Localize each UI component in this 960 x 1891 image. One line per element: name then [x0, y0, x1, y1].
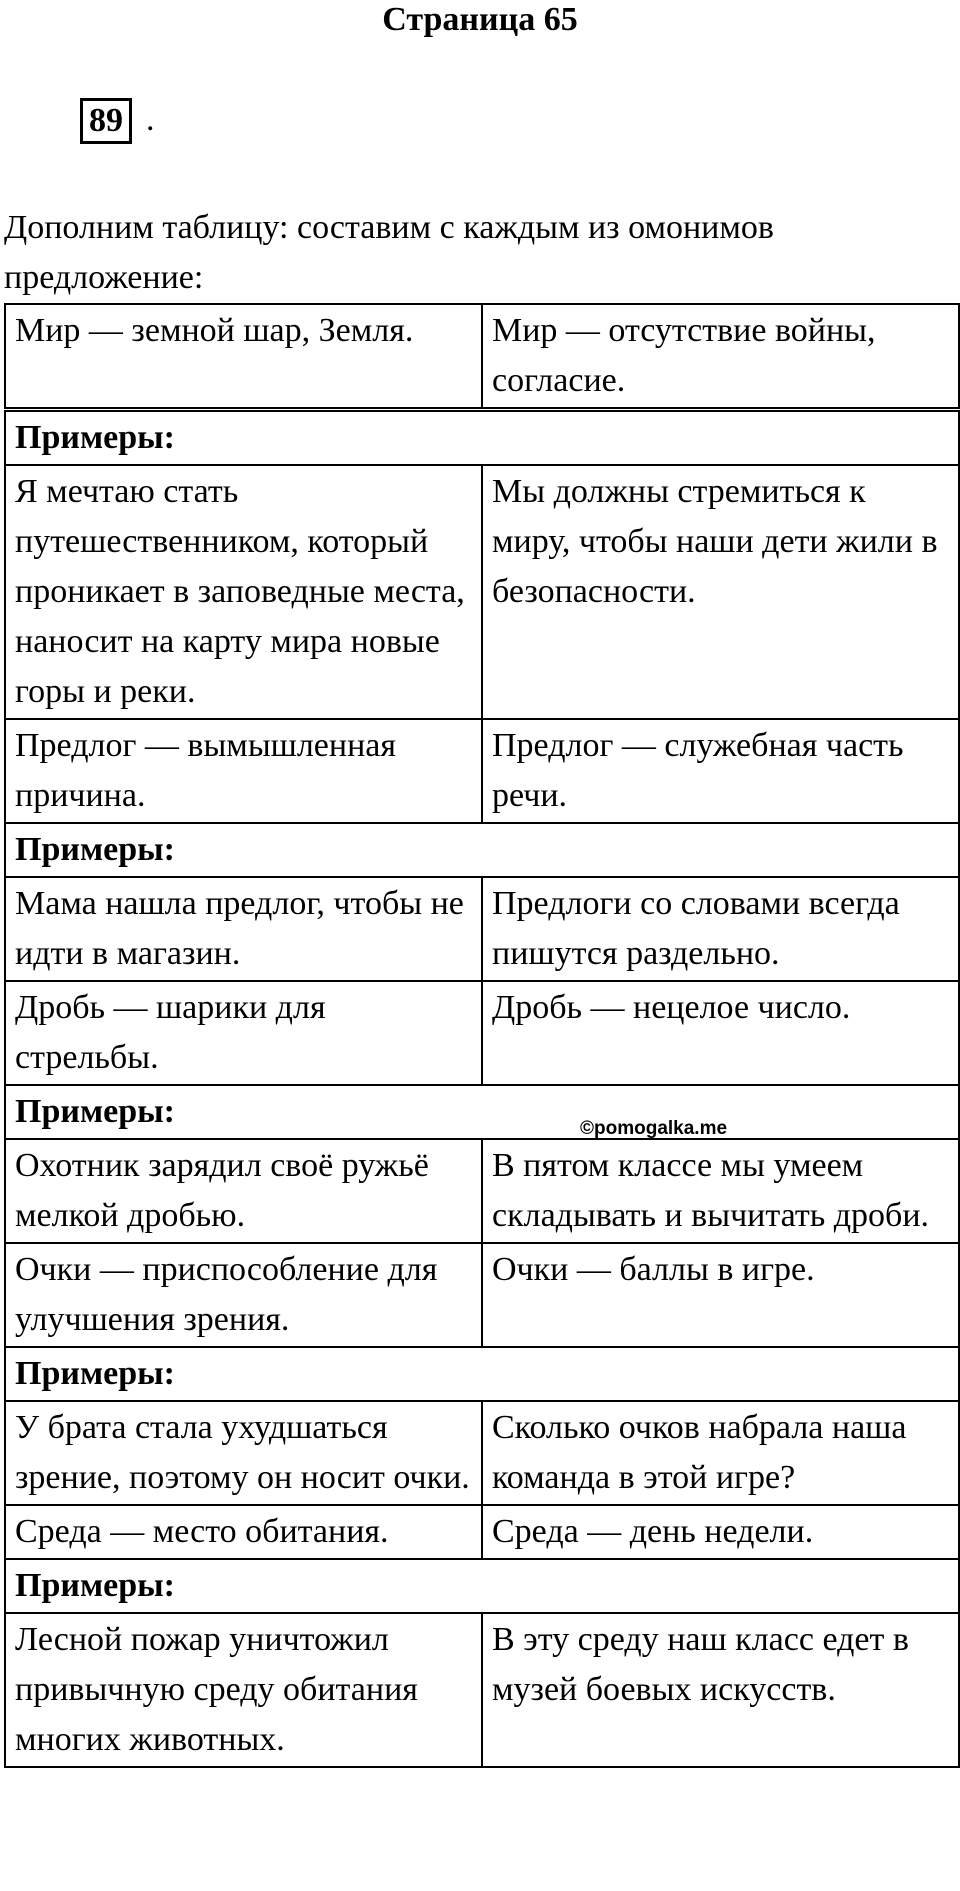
- definition-right: Среда — день недели.: [482, 1505, 959, 1559]
- page-title: Страница 65: [382, 1, 578, 38]
- definition-left: Мир — земной шар, Земля.: [5, 304, 482, 408]
- table-row: [5, 1401, 959, 1505]
- task-number-dot: .: [146, 101, 155, 138]
- example-right: В эту среду наш класс едет в музей боевых искусств.: [482, 1613, 959, 1767]
- table-row: [5, 1613, 959, 1767]
- example-right: Сколько очков набрала наша команда в этой игре?: [482, 1401, 959, 1505]
- table-row: [5, 1243, 959, 1347]
- definition-left: Очки — приспособление для улучшения зрения.: [5, 1243, 482, 1347]
- table-row: [5, 304, 959, 408]
- definition-left: Предлог — вымышленная причина.: [5, 719, 482, 823]
- definition-right: Дробь — нецелое число.: [482, 981, 959, 1085]
- table-row: [5, 877, 959, 981]
- definition-right: Предлог — служебная часть речи.: [482, 719, 959, 823]
- first-definition-table: [4, 303, 960, 409]
- table-row: [5, 823, 959, 877]
- definition-right: Очки — баллы в игре.: [482, 1243, 959, 1347]
- watermark: ©pomogalka.me: [580, 1118, 728, 1139]
- table-row: [5, 465, 959, 719]
- definition-left: Дробь — шарики для стрельбы.: [5, 981, 482, 1085]
- homonyms-table: [4, 410, 960, 1768]
- definition-right: Мир — отсутствие войны, согласие.: [482, 304, 959, 408]
- example-left: Охотник зарядил своё ружьё мелкой дробью.: [5, 1139, 482, 1243]
- example-left: Лесной пожар уничтожил привычную среду обитания многих животных.: [5, 1613, 482, 1767]
- table-row: [5, 1085, 959, 1139]
- task-number-box: 89: [80, 98, 132, 144]
- example-left: У брата стала ухудшаться зрение, поэтому он носит очки.: [5, 1401, 482, 1505]
- examples-label: Примеры:: [5, 1085, 959, 1139]
- definition-left: Среда — место обитания.: [5, 1505, 482, 1559]
- example-right: Мы должны стремиться к миру, чтобы наши дети жили в безопасности.: [482, 465, 959, 719]
- example-right: Предлоги со словами всегда пишутся раздельно.: [482, 877, 959, 981]
- table-row: [5, 411, 959, 465]
- example-left: Я мечтаю стать путешественником, который проникает в заповедные места, наносит на карту мира новые горы и реки.: [5, 465, 482, 719]
- example-left: Мама нашла предлог, чтобы не идти в магазин.: [5, 877, 482, 981]
- example-right: В пятом классе мы умеем складывать и вычитать дроби.: [482, 1139, 959, 1243]
- table-row: [5, 1559, 959, 1613]
- examples-label: Примеры:: [5, 411, 959, 465]
- table-row: [5, 1139, 959, 1243]
- examples-label: Примеры:: [5, 1347, 959, 1401]
- table-row: [5, 1347, 959, 1401]
- table-row: [5, 981, 959, 1085]
- table-row: [5, 1505, 959, 1559]
- intro-text: Дополним таблицу: составим с каждым из омонимов предложение:: [4, 209, 774, 296]
- examples-label: Примеры:: [5, 1559, 959, 1613]
- examples-label: Примеры:: [5, 823, 959, 877]
- table-row: [5, 719, 959, 823]
